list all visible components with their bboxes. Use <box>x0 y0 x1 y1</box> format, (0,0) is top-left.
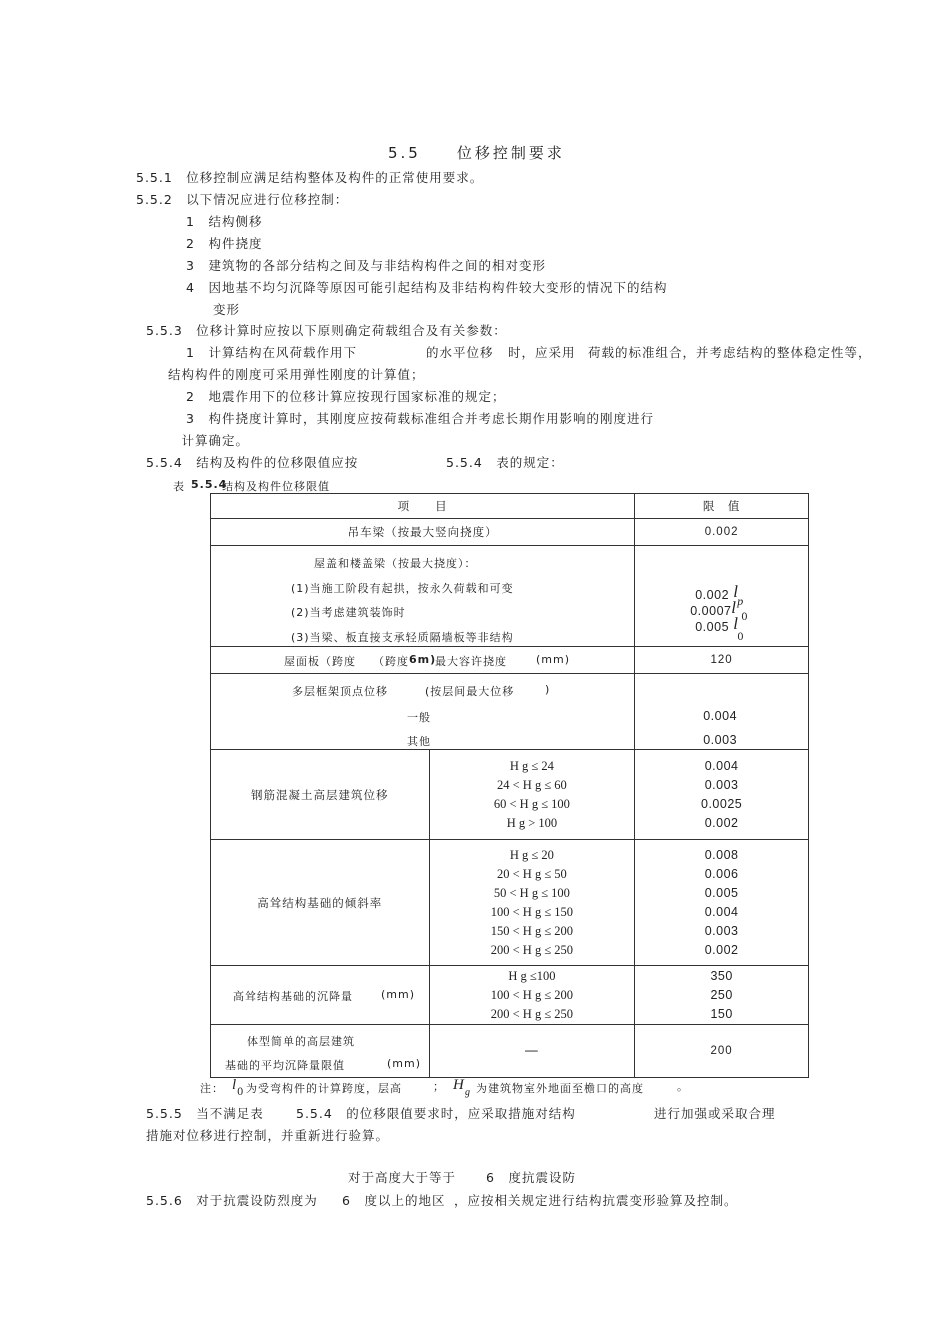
clause-5-5-2-item: 3 建筑物的各部分结构之间及与非结构构件之间的相对变形 <box>186 258 546 273</box>
row-frame-sub-general: 一般 <box>407 711 431 724</box>
symbol-l: l <box>733 582 739 601</box>
symbol-l: l <box>232 1077 238 1093</box>
row-crane-beam-value: 0.002 <box>635 519 809 546</box>
row-frame-label-b: (按层间最大位移 <box>425 685 515 698</box>
condition: H g ≤100 <box>508 968 556 983</box>
clause-5-5-1: 5.5.1 位移控制应满足结构整体及构件的正常使用要求。 <box>136 170 484 185</box>
limit-value: 0.005 <box>704 885 739 900</box>
condition: 200 < H g ≤ 250 <box>490 1006 574 1021</box>
clause-5-5-2-item: 1 结构侧移 <box>186 214 263 229</box>
condition: 150 < H g ≤ 200 <box>490 923 574 938</box>
clause-5-5-3-2: 2 地震作用下的位移计算应按现行国家标准的规定； <box>186 389 506 404</box>
table-caption-number: 5.5.4 <box>191 478 228 491</box>
clause-5-5-4a: 5.5.4 结构及构件的位移限值应按 <box>146 455 359 470</box>
table-header-row <box>211 494 809 519</box>
clause-5-5-5c: 进行加强或采取合理 <box>654 1106 776 1121</box>
row-roof-panel-unit: (mm) <box>536 653 571 666</box>
limit-value: 0.004 <box>704 758 739 773</box>
clause-5-5-3-1c: 时，应采用 <box>508 345 576 360</box>
row-floor-beam-label: 屋盖和楼盖梁（按最大挠度）： <box>314 557 477 570</box>
row-tilt-label: 高耸结构基础的倾斜率 <box>211 840 430 966</box>
table-note-prefix: 注： <box>200 1082 224 1095</box>
table-row <box>211 674 809 750</box>
row-settlement-conditions <box>429 966 635 1025</box>
limit-value: 0.006 <box>704 866 739 881</box>
symbol-sub-0: 0 <box>741 612 749 623</box>
clause-5-5-3-3b: 计算确定。 <box>168 433 250 448</box>
row-highrise-conditions <box>429 750 635 840</box>
symbol-l: l <box>731 598 737 617</box>
clause-5-5-5d: 措施对位移进行控制，并重新进行验算。 <box>146 1128 390 1143</box>
symbol-h: H <box>453 1077 465 1093</box>
row-avg-settlement-value: 200 <box>635 1025 809 1078</box>
row-frame-value: 0.003 <box>703 733 738 747</box>
row-tilt-values <box>635 840 809 966</box>
row-settlement-label: 高耸结构基础的沉降量 <box>233 990 353 1003</box>
limit-value: 250 <box>710 987 733 1002</box>
row-crane-beam-label: 吊车梁（按最大竖向挠度） <box>211 519 635 546</box>
condition: 100 < H g ≤ 150 <box>490 904 574 919</box>
section-title: 5.5 位移控制要求 <box>388 144 565 162</box>
limit-value: 350 <box>710 968 733 983</box>
condition: H g ≤ 20 <box>509 847 554 862</box>
row-highrise-values <box>635 750 809 840</box>
clause-5-5-3: 5.5.3 位移计算时应按以下原则确定荷载组合及有关参数： <box>146 323 507 338</box>
clause-5-5-6b: 6 度以上的地区 <box>342 1193 446 1208</box>
row-frame-values-cell <box>635 674 809 750</box>
table-row <box>211 647 809 674</box>
row-settlement-values <box>635 966 809 1025</box>
table-note-text-1: 为受弯构件的计算跨度，层高 <box>246 1082 402 1095</box>
condition: 100 < H g ≤ 200 <box>490 987 574 1002</box>
condition: H g > 100 <box>506 815 558 830</box>
row-roof-panel-label-6m: 6m) <box>409 653 437 666</box>
header-limit: 限 值 <box>635 494 809 519</box>
row-avg-settlement-unit: (mm) <box>387 1057 422 1070</box>
table-row <box>211 546 809 647</box>
table-row <box>211 1025 809 1078</box>
clause-5-5-6a: 5.5.6 对于抗震设防烈度为 <box>146 1193 318 1208</box>
limit-value: 0.0025 <box>701 796 743 811</box>
clause-5-5-4b: 5.5.4 表的规定： <box>446 455 564 470</box>
condition: 24 < H g ≤ 60 <box>497 777 567 792</box>
row-frame-sub-other: 其他 <box>407 735 431 748</box>
row-settlement-unit: (mm) <box>381 988 416 1001</box>
limit-value: 0.003 <box>704 777 739 792</box>
clause-5-5-2-item: 2 构件挠度 <box>186 236 263 251</box>
clause-5-5-2-item: 4 因地基不均匀沉降等原因可能引起结构及非结构构件较大变形的情况下的结构 <box>186 280 668 295</box>
limits-table <box>210 493 809 1078</box>
clause-5-5-6-above-a: 对于高度大于等于 <box>348 1170 457 1185</box>
row-floor-beam-value: 0.0007 <box>690 604 732 618</box>
row-roof-panel-label-cell <box>211 647 635 674</box>
clause-5-5-2: 5.5.2 以下情况应进行位移控制： <box>136 192 349 207</box>
symbol-sub-0: 0 <box>237 1087 245 1098</box>
limit-value: 0.002 <box>704 815 739 830</box>
row-floor-beam-item: (3)当梁、板直接支承轻质隔墙板等非结构 <box>291 631 514 644</box>
clause-5-5-3-1b: 的水平位移 <box>426 345 494 360</box>
condition: H g ≤ 24 <box>509 758 554 773</box>
row-roof-panel-value: 120 <box>635 647 809 674</box>
limit-value: 0.008 <box>704 847 739 862</box>
row-frame-label-cell <box>211 674 635 750</box>
table-row <box>211 750 809 840</box>
table-row <box>211 840 809 966</box>
clause-5-5-3-3: 3 构件挠度计算时，其刚度应按荷载标准组合并考虑长期作用影响的刚度进行 <box>186 411 654 426</box>
condition: 60 < H g ≤ 100 <box>493 796 570 811</box>
row-frame-value: 0.004 <box>703 709 738 723</box>
row-roof-panel-label-c: 最大容许挠度 <box>435 655 507 668</box>
symbol-l: l <box>733 614 739 633</box>
clause-5-5-3-1a: 1 计算结构在风荷载作用下 <box>186 345 357 360</box>
table-row <box>211 519 809 546</box>
row-highrise-label: 钢筋混凝土高层建筑位移 <box>211 750 430 840</box>
table-row <box>211 966 809 1025</box>
clause-5-5-6-above-b: 6 度抗震设防 <box>486 1170 576 1185</box>
row-frame-label-a: 多层框架顶点位移 <box>292 685 388 698</box>
clause-5-5-5a: 5.5.5 当不满足表 <box>146 1106 264 1121</box>
limit-value: 0.002 <box>704 942 739 957</box>
row-floor-beam-value: 0.005 <box>695 620 730 634</box>
row-tilt-conditions <box>429 840 635 966</box>
limit-value: 150 <box>710 1006 733 1021</box>
row-avg-settlement-label-cell <box>211 1025 430 1078</box>
row-avg-settlement-condition: — <box>429 1025 635 1078</box>
limit-value: 0.003 <box>704 923 739 938</box>
condition: 20 < H g ≤ 50 <box>497 866 567 881</box>
table-caption-text: 结构及构件位移限值 <box>222 480 330 493</box>
row-floor-beam-values-cell <box>635 546 809 647</box>
condition: 50 < H g ≤ 100 <box>493 885 570 900</box>
row-settlement-label-cell <box>211 966 430 1025</box>
row-floor-beam-label-cell <box>211 546 635 647</box>
clause-5-5-3-1d: 荷载的标准组合，并考虑结构的整体稳定性等， <box>588 345 872 360</box>
row-floor-beam-value: 0.002 <box>695 588 730 602</box>
clause-5-5-5b: 5.5.4 的位移限值要求时，应采取措施对结构 <box>296 1106 576 1121</box>
row-floor-beam-item: (1)当施工阶段有起拱，按永久荷载和可变 <box>291 582 514 595</box>
limit-value: 0.004 <box>704 904 739 919</box>
header-item: 项 目 <box>211 494 635 519</box>
symbol-sub-g: g <box>465 1087 471 1098</box>
row-floor-beam-item: (2)当考虑建筑装饰时 <box>291 606 406 619</box>
table-caption-prefix: 表 <box>173 480 185 493</box>
row-frame-label-close: ) <box>545 683 551 696</box>
symbol-sub-0: 0 <box>737 632 745 643</box>
table-note-end: 。 <box>677 1080 689 1093</box>
symbol-p: p <box>737 594 745 608</box>
row-roof-panel-label-b: （跨度 <box>373 655 409 668</box>
table-note-separator: ； <box>433 1080 445 1093</box>
clause-5-5-2-item: 变形 <box>186 302 241 317</box>
row-roof-panel-label-a: 屋面板（跨度 <box>284 655 356 668</box>
row-avg-settlement-label-a: 体型简单的高层建筑 <box>247 1035 355 1048</box>
table-note-text-2: 为建筑物室外地面至檐口的高度 <box>476 1082 644 1095</box>
condition: 200 < H g ≤ 250 <box>490 942 574 957</box>
row-avg-settlement-label-b: 基础的平均沉降量限值 <box>225 1059 345 1072</box>
clause-5-5-3-1e: 结构构件的刚度可采用弹性刚度的计算值； <box>168 367 425 382</box>
clause-5-5-6c: ，应按相关规定进行结构抗震变形验算及控制。 <box>454 1193 738 1208</box>
